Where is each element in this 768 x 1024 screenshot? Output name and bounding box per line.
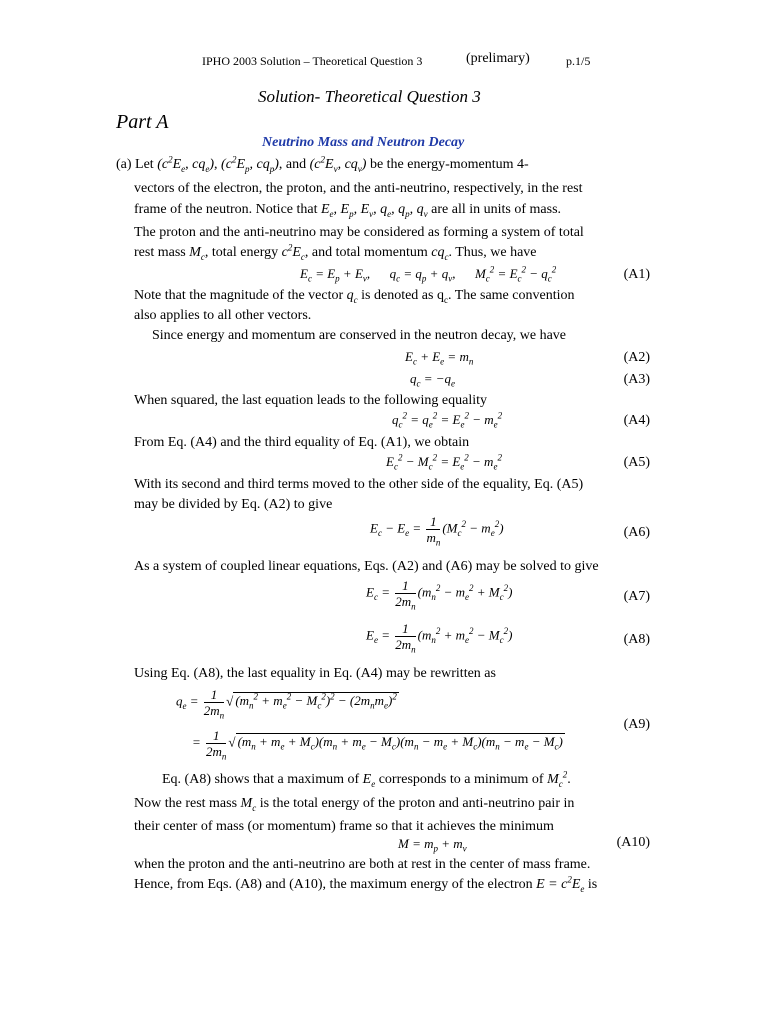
equation-a9-line1: $q_e$ = $\frac{1}{2m_n}$ √ $(m_n^2 + m_e^2 - M_c^2)^2 - (2m_nm_e)^2$ <box>176 687 397 721</box>
equation-a10: $M = m_p + m_\nu$ <box>398 836 467 854</box>
paragraph-line: their center of mass (or momentum) frame so that it achieves the minimum <box>134 819 554 834</box>
paragraph-line: As a system of coupled linear equations, Eqs. (A2) and (A6) may be solved to give <box>134 559 599 574</box>
section-heading: Neutrino Mass and Neutron Decay <box>262 135 465 150</box>
equation-tag: (A1) <box>623 267 650 282</box>
equation-a8: $E_e$ = $\frac{1}{2m_n}$ $(m_n^2 + m_e^2 - M_c^2)$ <box>366 621 513 655</box>
equation-tag: (A9) <box>623 717 650 732</box>
equation-a2: $E_c + E_e = m_n$ <box>405 349 474 367</box>
paragraph-line: Eq. (A8) shows that a maximum of $E_e$ corresponds to a minimum of $M_c^2$. <box>162 769 571 789</box>
paragraph-line: Now the rest mass $M_c$ is the total energy of the proton and anti-neutrino pair in <box>134 796 575 813</box>
equation-a5: $E_c^2 - M_c^2 = E_e^2 - m_e^2$ <box>386 452 502 472</box>
paragraph-line: When squared, the last equation leads to the following equality <box>134 393 488 408</box>
page-title: Solution- Theoretical Question 3 <box>258 87 481 106</box>
equation-tag: (A6) <box>623 525 650 540</box>
paragraph-line: Since energy and momentum are conserved in the neutron decay, we have <box>152 328 567 343</box>
equation-a6: $E_c - E_e$ = $\frac{1}{m_n}$ $(M_c^2 - m_e^2)$ <box>370 514 504 548</box>
equation-a3: $q_c = -q_e$ <box>410 371 456 389</box>
equation-a9-line2: = $\frac{1}{2m_n}$ √ $(m_n + m_e + M_c)(m_n + m_e - M_c)(m_n - m_e + M_c)(m_n - m_e - M_c)$ <box>192 728 563 762</box>
paragraph-line: Note that the magnitude of the vector $q_c$ is denoted as $q_c$. The same convention <box>134 288 575 305</box>
paragraph-line: vectors of the electron, the proton, and the anti-neutrino, respectively, in the rest <box>134 181 583 196</box>
page-number: p.1/5 <box>566 54 591 68</box>
paragraph-line: also applies to all other vectors. <box>134 308 312 323</box>
paragraph-line: Hence, from Eqs. (A8) and (A10), the maximum energy of the electron $E = c^2E_e$ is <box>134 874 598 894</box>
page-header: IPHO 2003 Solution – Theoretical Question 3 <box>202 54 423 68</box>
paragraph-line: rest mass $M_c$, total energy $c^2E_c$, and total momentum $cq_c$. Thus, we have <box>134 242 537 262</box>
equation-a7: $E_c$ = $\frac{1}{2m_n}$ $(m_n^2 - m_e^2 + M_c^2)$ <box>366 578 513 612</box>
equation-tag: (A4) <box>623 413 650 428</box>
paragraph-line: Using Eq. (A8), the last equality in Eq. (A4) may be rewritten as <box>134 666 496 681</box>
equation-tag: (A5) <box>623 455 650 470</box>
equation-tag: (A7) <box>623 589 650 604</box>
equation-a4: $q_c^2 = q_e^2 = E_e^2 - m_e^2$ <box>392 410 503 430</box>
equation-tag: (A2) <box>623 350 650 365</box>
equation-tag: (A3) <box>623 372 650 387</box>
paragraph-line: With its second and third terms moved to the other side of the equality, Eq. (A5) <box>134 477 584 492</box>
equation-tag: (A8) <box>623 632 650 647</box>
paragraph-line: The proton and the anti-neutrino may be considered as forming a system of total <box>134 225 584 240</box>
equation-a1: $E_c = E_p + E_\nu$, $q_c = q_p + q_\nu$, $M_c^2 = E_c^2 - q_c^2$ <box>300 264 557 284</box>
header-status: (prelimary) <box>466 51 530 66</box>
equation-tag: (A10) <box>616 835 650 850</box>
paragraph-line: frame of the neutron. Notice that $E_e$, $E_p$, $E_\nu$, $q_e$, $q_p$, $q_\nu$ are all in units of mass. <box>134 202 562 219</box>
part-heading: Part A <box>116 111 169 133</box>
paragraph-line: (a) Let ($c^2E_e$, $cq_e$), ($c^2E_p$, $cq_p$), and ($c^2E_\nu$, $cq_\nu$) be the energy-momentum 4- <box>116 154 529 174</box>
paragraph-line: may be divided by Eq. (A2) to give <box>134 497 333 512</box>
paragraph-line: when the proton and the anti-neutrino are both at rest in the center of mass frame. <box>134 857 591 872</box>
paragraph-line: From Eq. (A4) and the third equality of Eq. (A1), we obtain <box>134 435 470 450</box>
